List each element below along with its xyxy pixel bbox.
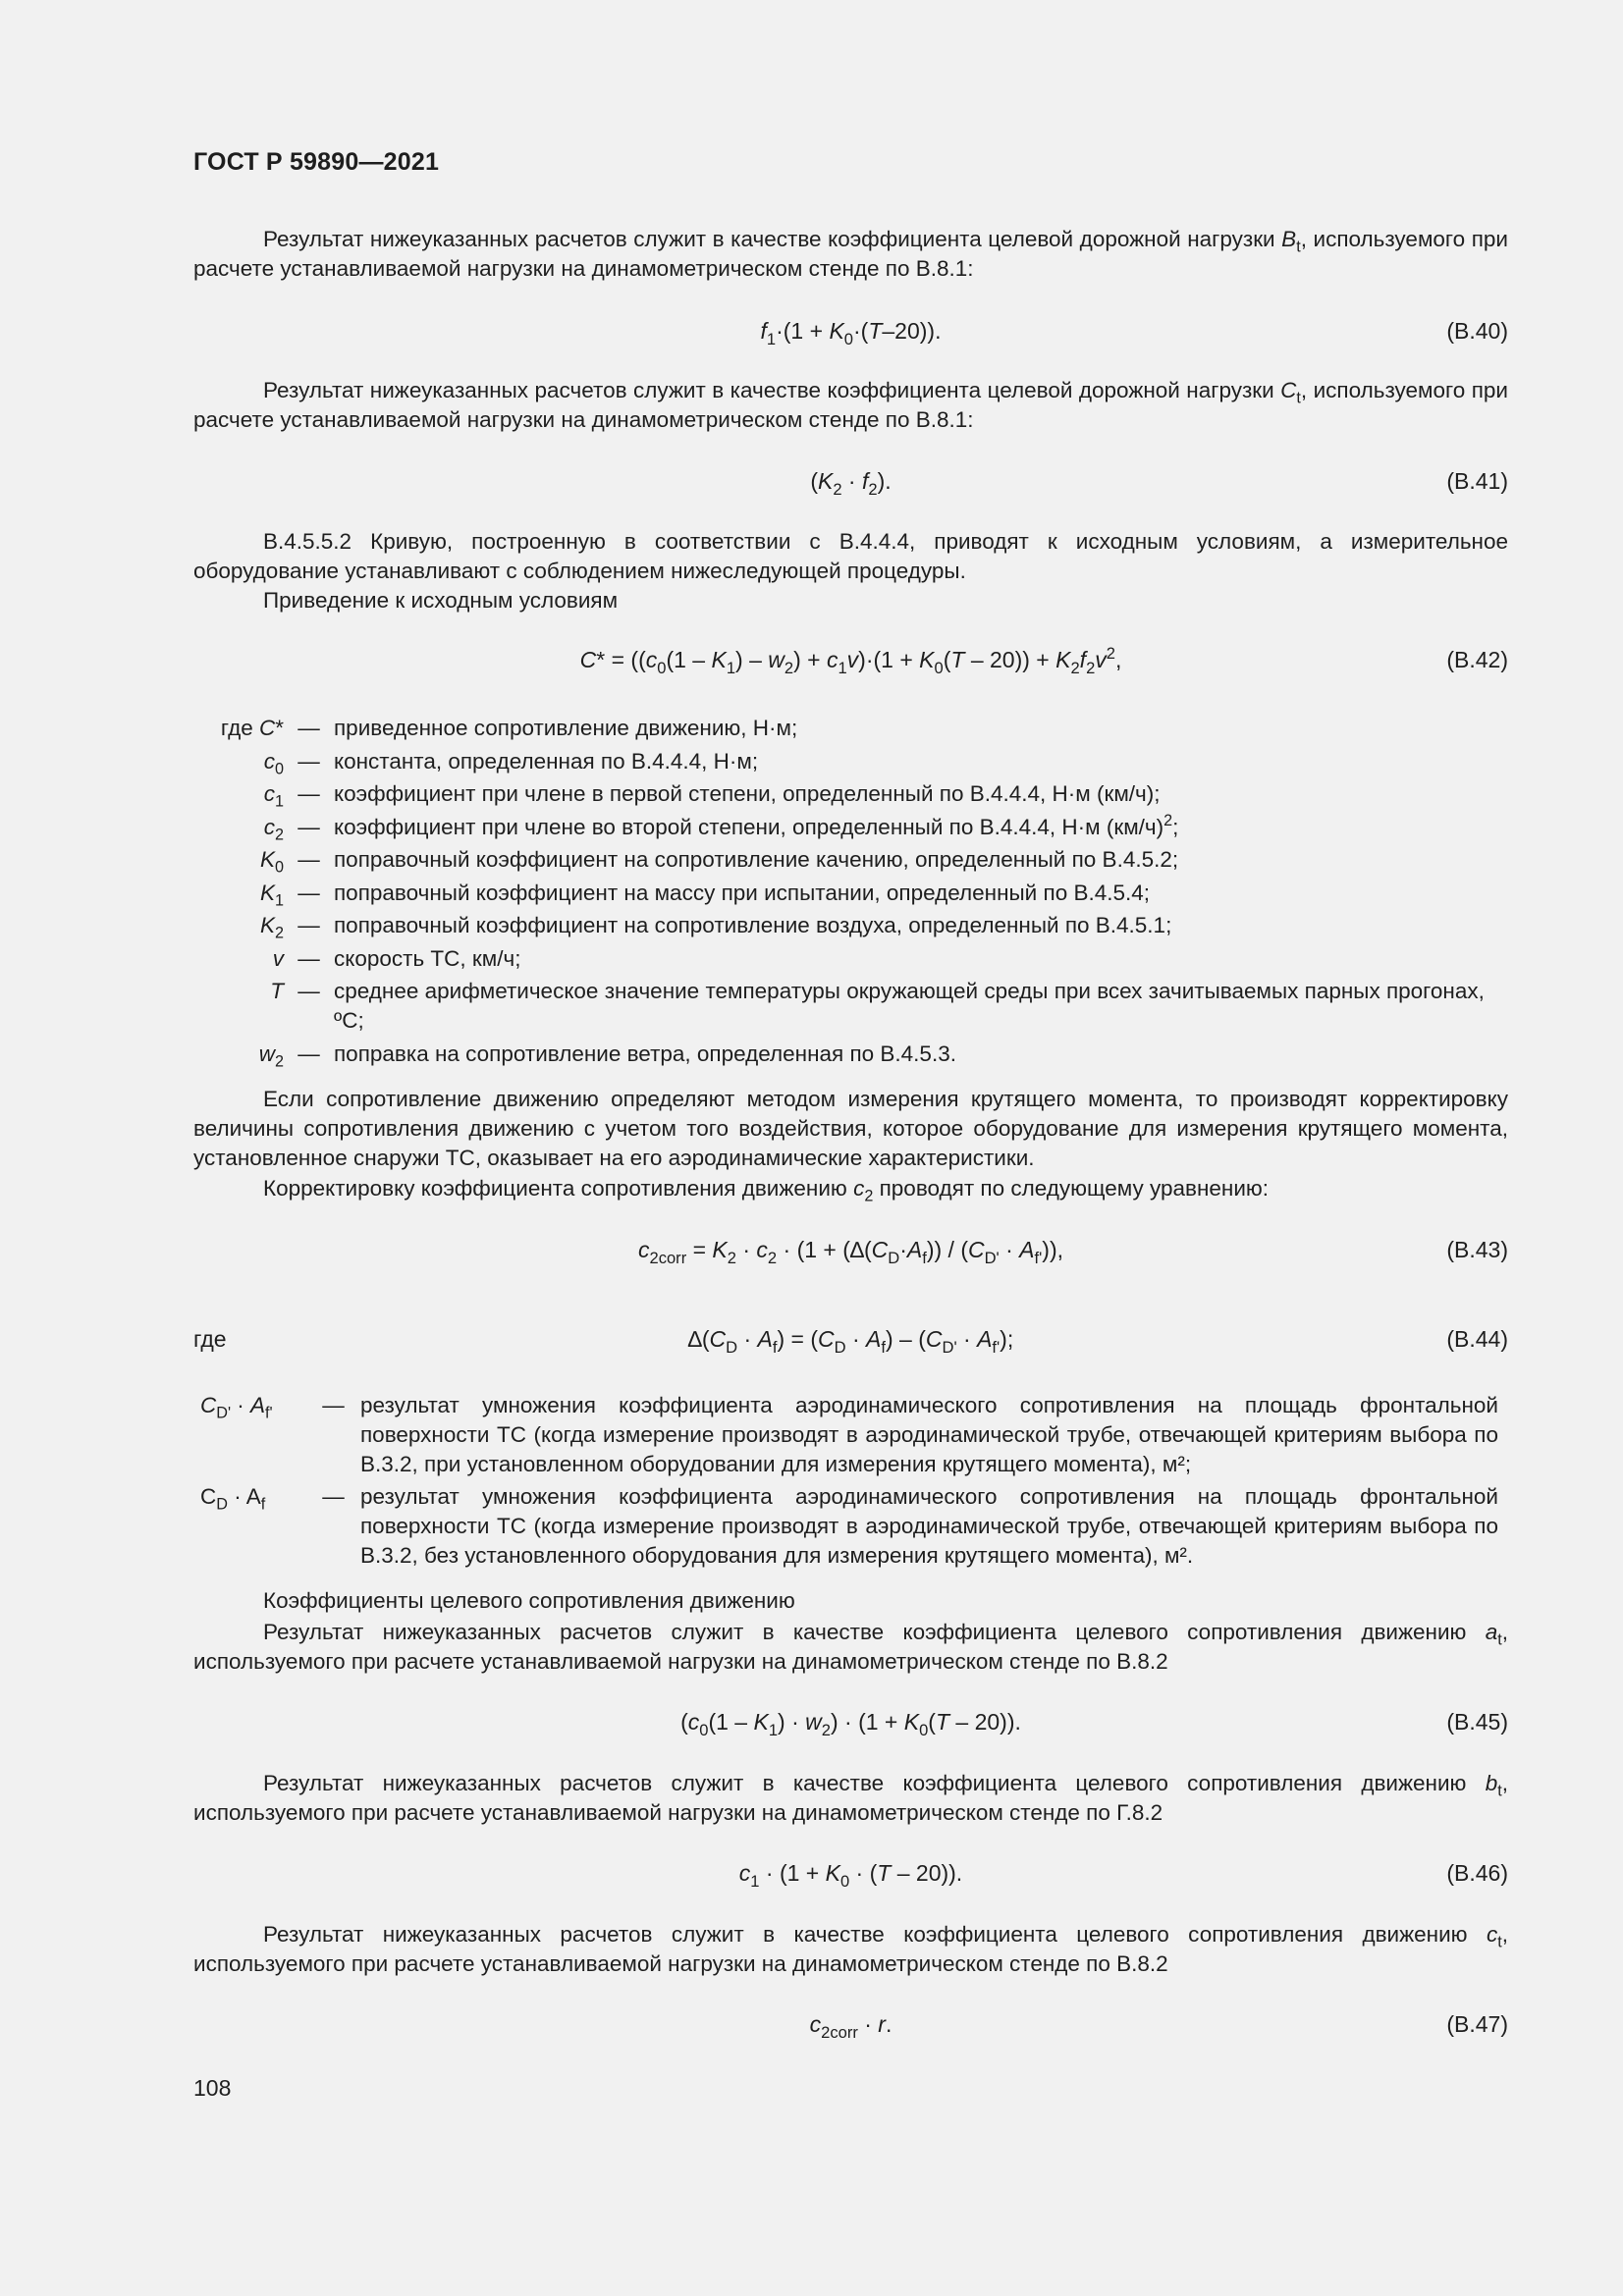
paragraph-reduction-heading: Приведение к исходным условиям [263, 588, 619, 613]
paragraph-target-resistance-b: Результат нижеуказанных расчетов служит в качестве коэффициента целевого сопротивления движению $b_t$, используемого при расчете устанавливаемой нагрузки на динамометрическом стенде по Г.8.2 [193, 1771, 1508, 1825]
paragraph-c2-correction: Корректировку коэффициента сопротивления движению $c_2$ проводят по следующему уравнению: [263, 1176, 1270, 1205]
formula-b47: $c_{2corr} \cdot r$. (В.47) [809, 2011, 1508, 2042]
paragraph-target-road-load-c: Результат нижеуказанных расчетов служит в качестве коэффициента целевой дорожной нагрузки $C_t$, используемого при расчете устанавливаемой нагрузки на динамометрическом стенде по В.8.1: [193, 378, 1508, 432]
definition-row: $C_{D'} \cdot A_{f'}$ — результат умножения коэффициента аэродинамического сопротивления на площадь фронтальной поверхности ТС (когда измерение производят в аэродинамической трубе, отвечающей критериям выбора по В.3.2, при установленном оборудовании для измерения крутящего момента), м²; [200, 1393, 1498, 1476]
paragraph-target-resistance-heading: Коэффициенты целевого сопротивления движению [263, 1588, 795, 1613]
paragraph-torque-correction: Если сопротивление движению определяют методом измерения крутящего момента, то производят корректировку величины сопротивления движению с учетом того воздействия, которое оборудование для измерения крутящего момента, установленное снаружи ТС, оказывает на его аэродинамические характеристики. [193, 1087, 1508, 1170]
formula-b42: $C* = ((c_0(1 - K_1) - w_2) + c_1v)\cdot(1 + K_0(T - 20)) + K_2f_2v^2$, (В.42) [579, 643, 1508, 677]
definition-row: $c_2$ — коэффициент при члене во второй степени, определенный по В.4.4.4, Н·м $(км/ч)^2$; [263, 811, 1179, 844]
document-header: ГОСТ Р 59890—2021 [193, 148, 440, 176]
definition-row: $c_1$ — коэффициент при члене в первой степени, определенный по В.4.4.4, Н·м (км/ч); [263, 781, 1161, 811]
definition-row: $K_0$ — поправочный коэффициент на сопротивление качению, определенный по В.4.5.2; [259, 847, 1179, 877]
paragraph-b4552: В.4.5.5.2 Кривую, построенную в соответствии с В.4.4.4, приводят к исходным условиям, а измерительное оборудование устанавливают с соблюдением нижеследующей процедуры. [193, 529, 1508, 583]
definitions-list [193, 714, 1508, 1072]
definition-row: $C_D \cdot A_f$ — результат умножения коэффициента аэродинамического сопротивления на площадь фронтальной поверхности ТС (когда измерение производят в аэродинамической трубе, отвечающей критериям выбора по В.3.2, без установленного оборудования для измерения крутящего момента), м². [200, 1484, 1498, 1568]
definition-row: $K_1$ — поправочный коэффициент на массу при испытании, определенный по В.4.5.4; [259, 880, 1151, 910]
page-number: 108 [193, 2075, 232, 2101]
formula-b46: $c_1 \cdot (1 + K_0 \cdot (T - 20))$. (В.46) [738, 1860, 1508, 1891]
formula-b43: $c_{2corr} = K_2 \cdot c_2 \cdot (1 + (\Delta(C_D\cdot A_f)) / (C_{D'} \cdot A_{f'}))$, (В.43) [638, 1237, 1508, 1267]
formula-b44: где $\Delta(C_D \cdot A_f) = (C_D \cdot A_f) - (C_{D'} \cdot A_{f'})$; (В.44) [193, 1326, 1508, 1357]
definition-row: где C* — приведенное сопротивление движению, Н·м; [220, 716, 798, 740]
paragraph-target-resistance-c: Результат нижеуказанных расчетов служит в качестве коэффициента целевого сопротивления движению $c_t$, используемого при расчете устанавливаемой нагрузки на динамометрическом стенде по В.8.2 [193, 1922, 1508, 1976]
formula-b40: $f_1\cdot(1 + K_0\cdot(T-20))$. (В.40) [760, 318, 1508, 348]
paragraph-target-road-load-b: Результат нижеуказанных расчетов служит в качестве коэффициента целевой дорожной нагрузки $B_t$, используемого при расчете устанавливаемой нагрузки на динамометрическом стенде по В.8.1: [193, 227, 1508, 281]
paragraph-target-resistance-a: Результат нижеуказанных расчетов служит в качестве коэффициента целевого сопротивления движению $a_t$, используемого при расчете устанавливаемой нагрузки на динамометрическом стенде по В.8.2 [193, 1620, 1508, 1674]
formula-b41: $(K_2 \cdot f_2)$. (В.41) [810, 468, 1508, 499]
formula-b45: $(c_0(1 - K_1) \cdot w_2) \cdot (1 + K_0(T - 20))$. (В.45) [680, 1709, 1508, 1739]
definition-row: v — скорость ТС, км/ч; [272, 945, 521, 971]
definition-row: $w_2$ — поправка на сопротивление ветра, определенная по В.4.5.3. [258, 1041, 956, 1071]
definition-row: $c_0$ — константа, определенная по В.4.4.4, Н·м; [263, 748, 759, 778]
definition-row: T — среднее арифметическое значение температуры окружающей среды при всех зачитываемых парных прогонах, ºC; [270, 979, 1485, 1033]
definition-row: $K_2$ — поправочный коэффициент на сопротивление воздуха, определенный по В.4.5.1; [259, 913, 1172, 942]
aero-definitions-list [193, 1391, 1508, 1574]
